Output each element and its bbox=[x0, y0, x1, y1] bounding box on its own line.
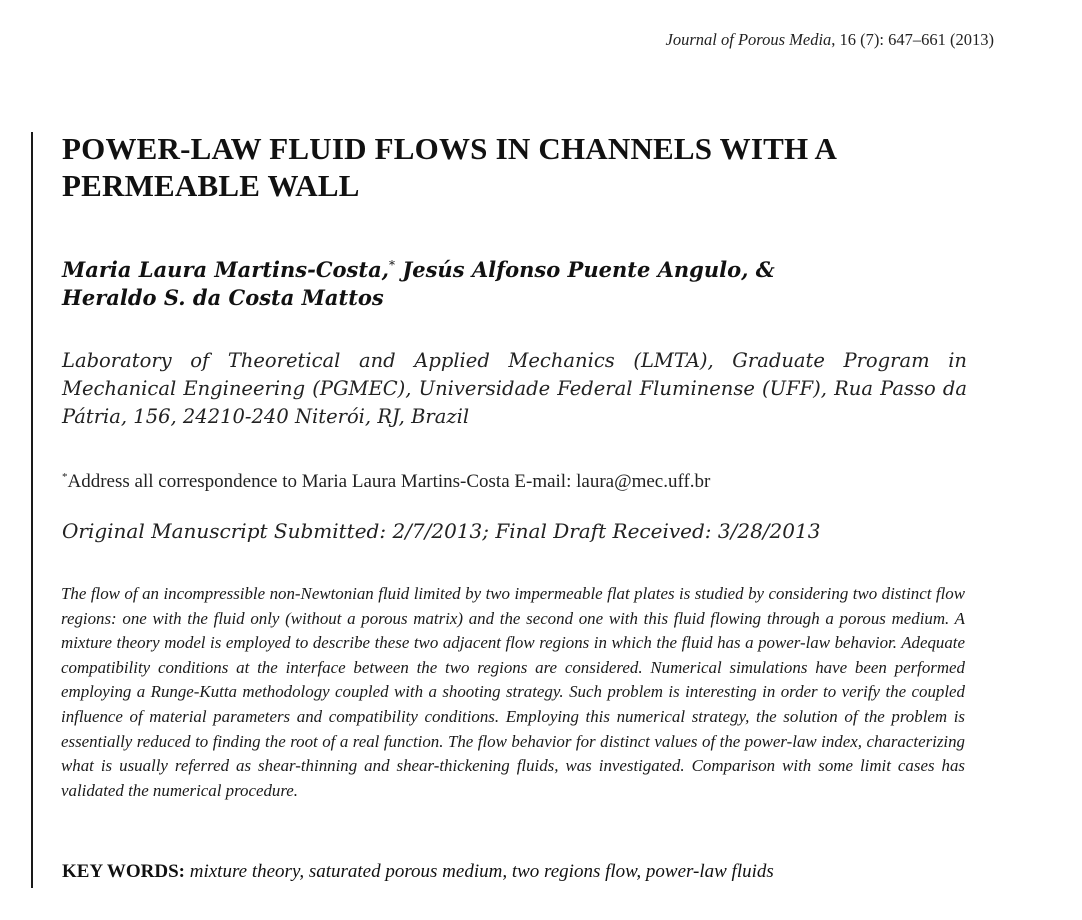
author-name: Maria Laura Martins-Costa, bbox=[62, 257, 389, 282]
author-name: Heraldo S. da Costa Mattos bbox=[62, 285, 384, 310]
author-affiliation: Laboratory of Theoretical and Applied Mechanics (LMTA), Graduate Program in Mechanical Engineering (PGMEC), Universidade Federal Fluminense (UFF), Rua Passo da Pátria, 156, 24210-240 Niterói, RJ, Brazil bbox=[62, 349, 967, 428]
manuscript-dates: Original Manuscript Submitted: 2/7/2013; Final Draft Received: 3/28/2013 bbox=[62, 519, 821, 543]
journal-name: Journal of Porous Media bbox=[665, 30, 832, 49]
author-name: Jesús Alfonso Puente Angulo, bbox=[402, 257, 749, 282]
journal-reference bbox=[666, 30, 994, 50]
author-conjunction: & bbox=[755, 257, 775, 282]
article-title: POWER-LAW FLUID FLOWS IN CHANNELS WITH A PERMEABLE WALL bbox=[62, 131, 836, 203]
left-margin-rule bbox=[31, 132, 33, 888]
keywords-list: mixture theory, saturated porous medium, two regions flow, power-law fluids bbox=[189, 861, 774, 882]
correspondence-mark: * bbox=[62, 471, 68, 483]
keywords bbox=[62, 859, 962, 885]
abstract: The flow of an incompressible non-Newtonian fluid limited by two impermeable flat plates is studied by considering two distinct flow regions: one with the fluid only (without a porous matrix) and the second one with this fluid flowing through a porous medium. A mixture theory model is employed to describe these two adjacent flow regions in which the fluid has a power-law behavior. Adequate compatibility conditions at the interface between the two regions are considered. Numerical simulations have been performed employing a Runge-Kutta methodology coupled with a shooting strategy. Such problem is interesting in order to verify the coupled influence of material parameters and compatibility conditions. Employing this numerical strategy, the solution of the problem is essentially reduced to finding the root of a real function. The flow behavior for distinct values of the power-law index, characterizing what is usually referred as shear-thinning and shear-thickening fluids, was investigated. Comparison with some limit cases has validated the numerical procedure. bbox=[61, 584, 965, 800]
keywords-label: KEY WORDS: bbox=[62, 861, 185, 882]
journal-citation: , 16 (7): 647–661 (2013) bbox=[831, 30, 994, 49]
correspondence-note bbox=[62, 464, 962, 495]
corresponding-author-mark: * bbox=[389, 258, 395, 272]
author-list bbox=[62, 251, 942, 312]
correspondence-text: Address all correspondence to Maria Laura Martins-Costa E-mail: laura@mec.uff.br bbox=[67, 471, 711, 492]
